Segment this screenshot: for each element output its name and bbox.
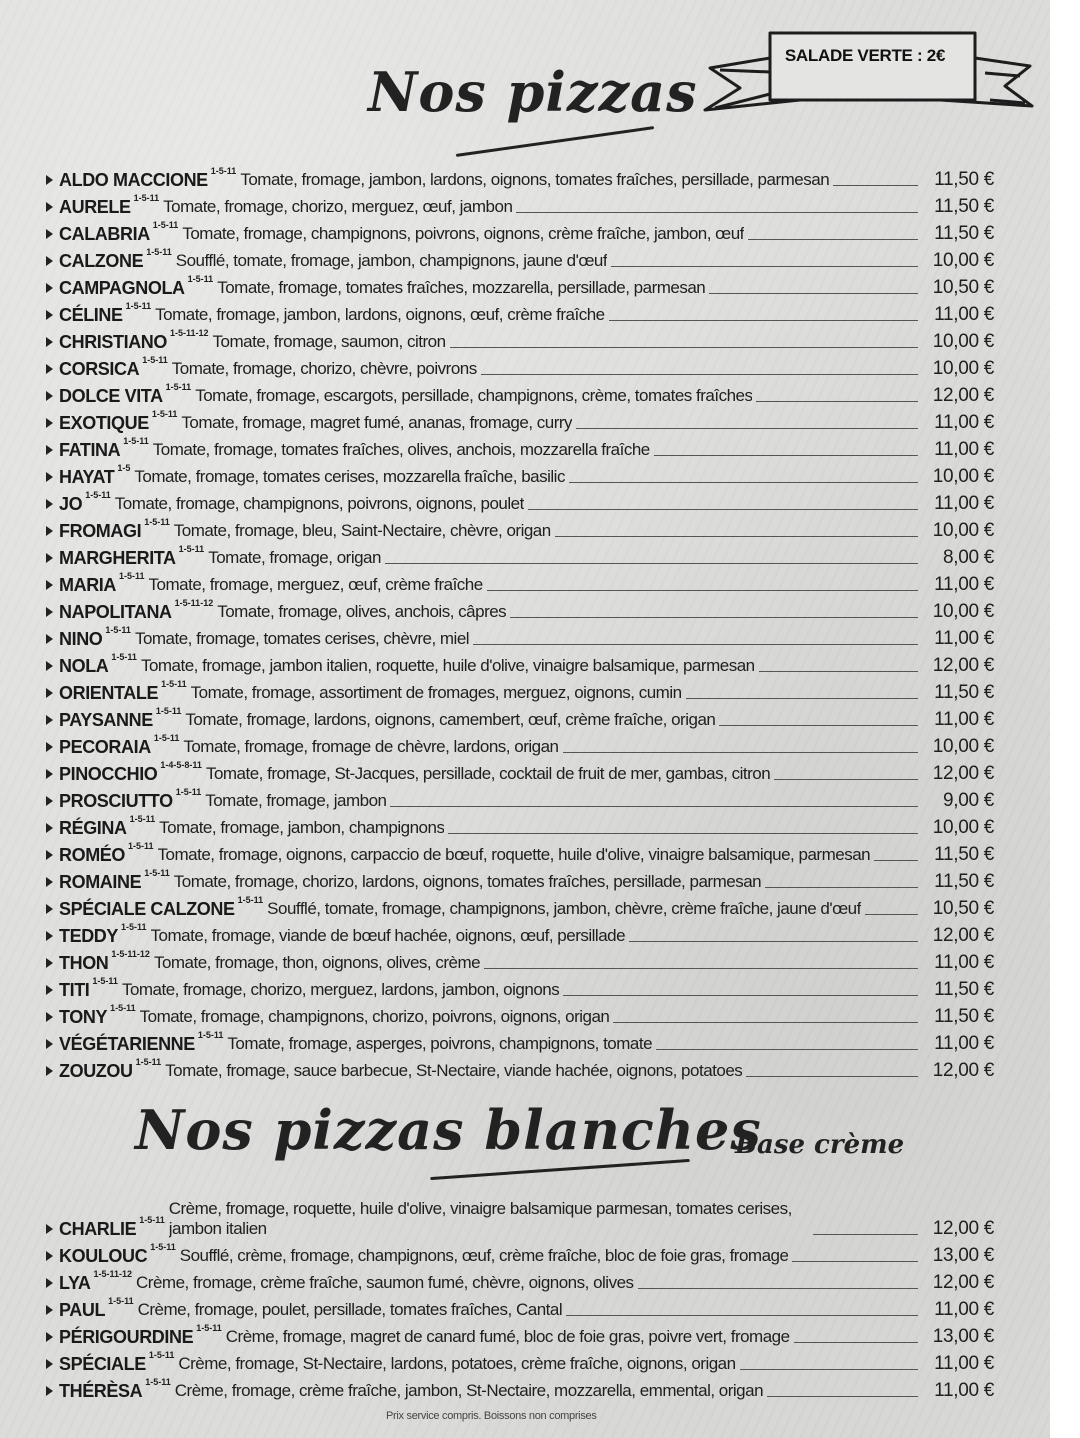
bullet-arrow-icon — [46, 796, 53, 806]
item-allergens: 1-5-11-12 — [170, 328, 209, 338]
item-description: Soufflé, tomate, fromage, jambon, champignons, jaune d'œuf — [175, 251, 608, 270]
leader-line — [638, 1288, 918, 1289]
menu-item — [44, 946, 994, 973]
item-name: ALDO MACCIONE — [59, 170, 208, 190]
item-description: Tomate, fromage, viande de bœuf hachée, oignons, œuf, persillade — [150, 926, 626, 945]
item-price: 11,50 € — [934, 871, 994, 892]
item-allergens: 1-5-11 — [110, 1003, 136, 1013]
menu-item — [44, 865, 994, 892]
bullet-arrow-icon — [46, 418, 53, 428]
item-allergens: 1-5-11-12 — [174, 598, 214, 608]
leader-line — [709, 293, 918, 294]
item-name: AURELE — [59, 197, 131, 217]
item-allergens: 1-5-11 — [165, 382, 192, 392]
item-description: Crème, fromage, poulet, persillade, tomates fraîches, Cantal — [137, 1300, 563, 1319]
leader-line — [385, 563, 918, 564]
item-allergens: 1-5-11 — [175, 787, 202, 797]
page-title: Nos pizzas — [368, 60, 698, 124]
item-description: Tomate, fromage, bleu, Saint-Nectaire, chèvre, origan — [173, 521, 551, 540]
menu-item — [44, 649, 994, 676]
item-name: ORIENTALE — [59, 683, 159, 703]
menu-item — [44, 433, 994, 460]
leader-line — [765, 887, 918, 888]
item-name: CÉLINE — [59, 305, 123, 325]
item-name: CALABRIA — [59, 224, 150, 244]
bullet-arrow-icon — [46, 1332, 53, 1342]
menu-item — [44, 1027, 994, 1054]
item-price: 12,00 € — [932, 385, 994, 406]
item-name: TITI — [59, 980, 90, 1000]
item-name: MARGHERITA — [59, 548, 176, 568]
bullet-arrow-icon — [46, 823, 53, 833]
item-allergens: 1-5-11 — [92, 976, 118, 986]
menu-item — [44, 1000, 994, 1027]
bullet-arrow-icon — [46, 877, 53, 887]
section-subtitle: Base crème — [735, 1130, 905, 1160]
leader-line — [774, 779, 918, 780]
bullet-arrow-icon — [46, 958, 53, 968]
menu-item — [44, 784, 994, 811]
menu-item — [44, 676, 994, 703]
leader-line — [613, 1022, 918, 1023]
bullet-arrow-icon — [46, 1386, 53, 1396]
item-price: 12,00 € — [932, 655, 994, 676]
menu-item — [44, 298, 994, 325]
item-name: JO — [59, 494, 83, 514]
item-allergens: 1-5-11 — [148, 1350, 175, 1360]
bullet-arrow-icon — [46, 1224, 53, 1234]
item-allergens: 1-5-11 — [111, 652, 137, 662]
item-allergens: 1-5-11 — [151, 409, 178, 419]
item-description: Tomate, fromage, champignons, poivrons, oignons, crème fraîche, jambon, œuf — [182, 224, 744, 243]
bullet-arrow-icon — [46, 1012, 53, 1022]
bullet-arrow-icon — [46, 661, 53, 671]
leader-line — [654, 455, 918, 456]
item-description: Tomate, fromage, chorizo, merguez, lardons, jambon, oignons — [121, 980, 560, 999]
item-allergens: 1-5-11 — [85, 490, 111, 500]
item-description: Tomate, fromage, tomates cerises, chèvre, miel — [134, 629, 470, 648]
menu-item — [44, 1239, 994, 1266]
item-name: TEDDY — [59, 926, 119, 946]
item-price: 8,00 € — [942, 547, 994, 568]
leader-line — [656, 1049, 918, 1050]
bullet-arrow-icon — [46, 256, 53, 266]
menu-item — [44, 514, 994, 541]
bullet-arrow-icon — [46, 202, 53, 212]
bullet-arrow-icon — [46, 742, 53, 752]
bullet-arrow-icon — [46, 1066, 53, 1076]
item-description: Tomate, fromage, jambon, lardons, oignons, œuf, crème fraîche — [155, 305, 605, 324]
section-underline — [430, 1159, 690, 1180]
menu-item — [44, 190, 994, 217]
item-price: 11,50 € — [934, 223, 994, 244]
item-name: CHRISTIANO — [59, 332, 167, 352]
item-name: CAMPAGNOLA — [59, 278, 185, 298]
item-allergens: 1-5-11 — [197, 1030, 224, 1040]
item-allergens: 1-5-11 — [144, 868, 170, 878]
bullet-arrow-icon — [46, 634, 53, 644]
pizza-list — [44, 163, 994, 1081]
item-allergens: 1-5-11 — [150, 1242, 176, 1252]
menu-item — [44, 487, 994, 514]
item-name: CHARLIE — [59, 1219, 137, 1239]
menu-item — [44, 244, 994, 271]
item-description: Tomate, fromage, fromage de chèvre, lardons, origan — [183, 737, 559, 756]
menu-item — [44, 1347, 994, 1374]
item-name: ZOUZOU — [59, 1061, 133, 1081]
item-description: Tomate, fromage, tomates cerises, mozzarella fraîche, basilic — [134, 467, 565, 486]
item-description: Tomate, fromage, St-Jacques, persillade, cocktail de fruit de mer, gambas, citron — [205, 764, 771, 783]
ribbon-banner-icon — [700, 28, 1035, 123]
item-description: Tomate, fromage, jambon italien, roquette, huile d'olive, vinaigre balsamique, parmesan — [140, 656, 755, 675]
bullet-arrow-icon — [46, 931, 53, 941]
item-name: NINO — [59, 629, 103, 649]
item-name: TONY — [59, 1007, 108, 1027]
item-description: Tomate, fromage, thon, oignons, olives, crème — [153, 953, 481, 972]
item-price: 11,50 € — [934, 196, 994, 217]
item-name: KOULOUC — [59, 1246, 148, 1266]
bullet-arrow-icon — [46, 526, 53, 536]
item-price: 11,50 € — [934, 979, 994, 1000]
item-description: Tomate, fromage, asperges, poivrons, champignons, tomate — [227, 1034, 653, 1053]
item-description: Soufflé, tomate, fromage, champignons, jambon, chèvre, crème fraîche, jaune d'œuf — [267, 899, 861, 918]
item-allergens: 1-5-11 — [128, 841, 154, 851]
item-price: 11,00 € — [934, 439, 994, 460]
item-price: 11,00 € — [934, 1380, 994, 1401]
item-price: 10,00 € — [932, 331, 994, 352]
leader-line — [473, 644, 918, 645]
item-allergens: 1-5-11-12 — [111, 949, 150, 959]
leader-line — [740, 1369, 918, 1370]
bullet-arrow-icon — [46, 1251, 53, 1261]
leader-line — [792, 1261, 918, 1262]
item-price: 11,00 € — [934, 1033, 994, 1054]
leader-line — [748, 239, 918, 240]
leader-line — [813, 1234, 918, 1235]
item-allergens: 1-5-11 — [161, 679, 187, 689]
leader-line — [569, 482, 918, 483]
menu-item — [44, 730, 994, 757]
bullet-arrow-icon — [46, 364, 53, 374]
menu-item — [44, 811, 994, 838]
item-price: 10,00 € — [932, 520, 994, 541]
footer-note: Prix service compris. Boissons non comprises — [386, 1410, 597, 1422]
leader-line — [756, 401, 918, 402]
item-description: Tomate, fromage, chorizo, lardons, oignons, tomates fraîches, persillade, parmesan — [173, 872, 762, 891]
leader-line — [746, 1076, 918, 1077]
item-allergens: 1-5-11 — [133, 193, 160, 203]
menu-item — [44, 1188, 994, 1239]
item-price: 11,00 € — [934, 493, 994, 514]
leader-line — [390, 806, 918, 807]
item-price: 11,50 € — [934, 682, 994, 703]
leader-line — [794, 1342, 918, 1343]
menu-item — [44, 541, 994, 568]
bullet-arrow-icon — [46, 1039, 53, 1049]
title-underline — [456, 126, 654, 157]
item-allergens: 1-5-11 — [210, 166, 237, 176]
item-price: 11,00 € — [934, 574, 994, 595]
item-description: Tomate, fromage, magret fumé, ananas, fromage, curry — [181, 413, 573, 432]
item-price: 11,00 € — [934, 952, 994, 973]
menu-item — [44, 1293, 994, 1320]
leader-line — [528, 509, 918, 510]
item-price: 11,00 € — [934, 304, 994, 325]
item-price: 10,00 € — [932, 358, 994, 379]
menu-item — [44, 379, 994, 406]
menu-item — [44, 568, 994, 595]
leader-line — [874, 860, 918, 861]
menu-item — [44, 622, 994, 649]
item-description: Tomate, fromage, merguez, œuf, crème fraîche — [148, 575, 483, 594]
item-price: 11,00 € — [934, 628, 994, 649]
item-price: 11,00 € — [934, 1353, 994, 1374]
leader-line — [609, 320, 918, 321]
menu-item — [44, 1054, 994, 1081]
item-name: ROMAINE — [59, 872, 142, 892]
item-name: FROMAGI — [59, 521, 142, 541]
item-price: 12,00 € — [932, 1218, 994, 1239]
item-allergens: 1-5-11 — [146, 247, 172, 257]
item-price: 12,00 € — [932, 1060, 994, 1081]
item-name: DOLCE VITA — [59, 386, 163, 406]
bullet-arrow-icon — [46, 688, 53, 698]
item-name: THÉRÈSA — [59, 1381, 143, 1401]
item-description: Tomate, fromage, jambon, champignons — [159, 818, 445, 837]
item-name: PECORAIA — [59, 737, 151, 757]
leader-line — [510, 617, 918, 618]
leader-line — [448, 833, 918, 834]
section-title-blanches: Nos pizzas blanches — [135, 1098, 762, 1162]
item-name: PINOCCHIO — [59, 764, 158, 784]
leader-line — [719, 725, 918, 726]
menu-item — [44, 703, 994, 730]
item-name: PAUL — [59, 1300, 106, 1320]
item-allergens: 1-5-11 — [139, 1215, 165, 1225]
leader-line — [487, 590, 918, 591]
item-allergens: 1-5-11 — [142, 355, 168, 365]
item-allergens: 1-5-11 — [196, 1323, 222, 1333]
item-description: Tomate, fromage, champignons, poivrons, oignons, poulet — [114, 494, 524, 513]
item-name: SPÉCIALE CALZONE — [59, 899, 235, 919]
item-description: Tomate, fromage, oignons, carpaccio de bœuf, roquette, huile d'olive, vinaigre balsamique, parmesan — [157, 845, 871, 864]
item-allergens: 1-4-5-8-11 — [160, 760, 202, 770]
item-description: Soufflé, crème, fromage, champignons, œuf, crème fraîche, bloc de foie gras, fromage — [179, 1246, 789, 1265]
item-allergens: 1-5-11 — [129, 814, 156, 824]
item-allergens: 1-5-11 — [152, 220, 179, 230]
bullet-arrow-icon — [46, 391, 53, 401]
item-allergens: 1-5-11 — [145, 1377, 171, 1387]
leader-line — [484, 968, 918, 969]
leader-line — [759, 671, 918, 672]
bullet-arrow-icon — [46, 985, 53, 995]
item-description: Tomate, fromage, champignons, chorizo, poivrons, oignons, origan — [139, 1007, 610, 1026]
item-description: Crème, fromage, crème fraîche, jambon, St-Nectaire, mozzarella, emmental, origan — [174, 1381, 764, 1400]
leader-line — [611, 266, 918, 267]
item-price: 12,00 € — [932, 763, 994, 784]
item-allergens: 1-5-11 — [237, 895, 264, 905]
bullet-arrow-icon — [46, 445, 53, 455]
menu-item — [44, 1266, 994, 1293]
item-allergens: 1-5-11 — [108, 1296, 134, 1306]
menu-item — [44, 271, 994, 298]
item-price: 10,00 € — [932, 817, 994, 838]
menu-item — [44, 163, 994, 190]
item-allergens: 1-5-11 — [121, 922, 147, 932]
menu-item — [44, 838, 994, 865]
bullet-arrow-icon — [46, 607, 53, 617]
item-description: Tomate, fromage, tomates fraîches, olives, anchois, mozzarella fraîche — [152, 440, 650, 459]
item-description: Tomate, fromage, tomates fraîches, mozzarella, persillade, parmesan — [217, 278, 706, 297]
pizza-blanche-list — [44, 1188, 994, 1401]
bullet-arrow-icon — [46, 1305, 53, 1315]
item-name: RÉGINA — [59, 818, 127, 838]
item-allergens: 1-5-11-12 — [93, 1269, 133, 1279]
item-name: CORSICA — [59, 359, 140, 379]
item-allergens: 1-5-11 — [105, 625, 131, 635]
item-description: Tomate, fromage, sauce barbecue, St-Nectaire, viande hachée, oignons, potatoes — [165, 1061, 743, 1080]
menu-item — [44, 325, 994, 352]
item-allergens: 1-5-11 — [119, 571, 145, 581]
item-price: 11,00 € — [934, 1299, 994, 1320]
bullet-arrow-icon — [46, 229, 53, 239]
item-price: 11,00 € — [934, 709, 994, 730]
item-description: Crème, fromage, roquette, huile d'olive, vinaigre balsamique parmesan, tomates cerises, jambon italien — [168, 1199, 792, 1238]
item-allergens: 1-5-11 — [155, 706, 182, 716]
item-description: Tomate, fromage, assortiment de fromages, merguez, oignons, cumin — [190, 683, 682, 702]
menu-item — [44, 595, 994, 622]
bullet-arrow-icon — [46, 1359, 53, 1369]
bullet-arrow-icon — [46, 904, 53, 914]
item-price: 12,00 € — [932, 925, 994, 946]
bullet-arrow-icon — [46, 850, 53, 860]
leader-line — [629, 941, 918, 942]
leader-line — [576, 428, 918, 429]
item-price: 10,00 € — [932, 466, 994, 487]
item-name: HAYAT — [59, 467, 115, 487]
salade-verte-label: SALADE VERTE : 2€ — [784, 46, 946, 65]
bullet-arrow-icon — [46, 715, 53, 725]
menu-item — [44, 1374, 994, 1401]
item-price: 11,50 € — [934, 169, 994, 190]
menu-item — [44, 406, 994, 433]
leader-line — [865, 914, 918, 915]
menu-item — [44, 757, 994, 784]
item-description: Tomate, fromage, chorizo, chèvre, poivrons — [171, 359, 477, 378]
leader-line — [516, 212, 918, 213]
bullet-arrow-icon — [46, 337, 53, 347]
menu-item — [44, 217, 994, 244]
leader-line — [450, 347, 918, 348]
item-name: THON — [59, 953, 109, 973]
bullet-arrow-icon — [46, 1278, 53, 1288]
menu-item — [44, 892, 994, 919]
leader-line — [767, 1396, 918, 1397]
item-description: Tomate, fromage, escargots, persillade, champignons, crème, tomates fraîches — [195, 386, 753, 405]
item-price: 10,50 € — [932, 277, 994, 298]
item-price: 13,00 € — [932, 1326, 994, 1347]
item-name: FATINA — [59, 440, 121, 460]
bullet-arrow-icon — [46, 175, 53, 185]
menu-item — [44, 919, 994, 946]
leader-line — [555, 536, 918, 537]
menu-item — [44, 460, 994, 487]
item-name: PÉRIGOURDINE — [59, 1327, 194, 1347]
item-price: 11,50 € — [934, 844, 994, 865]
item-name: PROSCIUTTO — [59, 791, 173, 811]
item-allergens: 1-5-11 — [187, 274, 214, 284]
item-name: SPÉCIALE — [59, 1354, 146, 1374]
item-description: Crème, fromage, St-Nectaire, lardons, potatoes, crème fraîche, oignons, origan — [178, 1354, 736, 1373]
item-description: Tomate, fromage, chorizo, merguez, œuf, jambon — [163, 197, 513, 216]
leader-line — [481, 374, 918, 375]
item-price: 13,00 € — [932, 1245, 994, 1266]
leader-line — [566, 1315, 918, 1316]
item-name: CALZONE — [59, 251, 144, 271]
item-price: 10,00 € — [932, 601, 994, 622]
bullet-arrow-icon — [46, 769, 53, 779]
item-name: MARIA — [59, 575, 116, 595]
menu-item — [44, 1320, 994, 1347]
menu-item — [44, 973, 994, 1000]
item-description: Tomate, fromage, olives, anchois, câpres — [217, 602, 507, 621]
item-price: 12,00 € — [932, 1272, 994, 1293]
bullet-arrow-icon — [46, 553, 53, 563]
item-description: Tomate, fromage, saumon, citron — [212, 332, 446, 351]
item-name: NOLA — [59, 656, 109, 676]
item-allergens: 1-5-11 — [178, 544, 205, 554]
item-name: VÉGÉTARIENNE — [59, 1034, 195, 1054]
item-price: 11,50 € — [934, 1006, 994, 1027]
item-name: PAYSANNE — [59, 710, 153, 730]
item-allergens: 1-5-11 — [135, 1057, 162, 1067]
bullet-arrow-icon — [46, 472, 53, 482]
item-description: Tomate, fromage, jambon, lardons, oignons, tomates fraîches, persillade, parmesan — [240, 170, 830, 189]
item-allergens: 1-5-11 — [153, 733, 180, 743]
item-allergens: 1-5-11 — [125, 301, 152, 311]
item-description: Tomate, fromage, jambon — [205, 791, 387, 810]
item-description: Tomate, fromage, origan — [208, 548, 381, 567]
menu-item — [44, 352, 994, 379]
item-allergens: 1-5-11 — [144, 517, 170, 527]
bullet-arrow-icon — [46, 499, 53, 509]
item-name: ROMÉO — [59, 845, 126, 865]
leader-line — [563, 752, 919, 753]
item-name: NAPOLITANA — [59, 602, 172, 622]
bullet-arrow-icon — [46, 580, 53, 590]
leader-line — [686, 698, 918, 699]
item-price: 10,00 € — [932, 250, 994, 271]
leader-line — [833, 185, 918, 186]
item-price: 10,00 € — [932, 736, 994, 757]
item-name: LYA — [59, 1273, 91, 1293]
bullet-arrow-icon — [46, 283, 53, 293]
bullet-arrow-icon — [46, 310, 53, 320]
item-allergens: 1-5 — [117, 463, 131, 473]
leader-line — [563, 995, 918, 996]
item-description: Crème, fromage, magret de canard fumé, bloc de foie gras, poivre vert, fromage — [225, 1327, 790, 1346]
item-description: Tomate, fromage, lardons, oignons, camembert, œuf, crème fraîche, origan — [185, 710, 716, 729]
item-price: 11,00 € — [934, 412, 994, 433]
item-price: 9,00 € — [942, 790, 994, 811]
item-name: EXOTIQUE — [59, 413, 149, 433]
item-description: Crème, fromage, crème fraîche, saumon fumé, chèvre, oignons, olives — [136, 1273, 634, 1292]
item-price: 10,50 € — [932, 898, 994, 919]
item-allergens: 1-5-11 — [123, 436, 149, 446]
